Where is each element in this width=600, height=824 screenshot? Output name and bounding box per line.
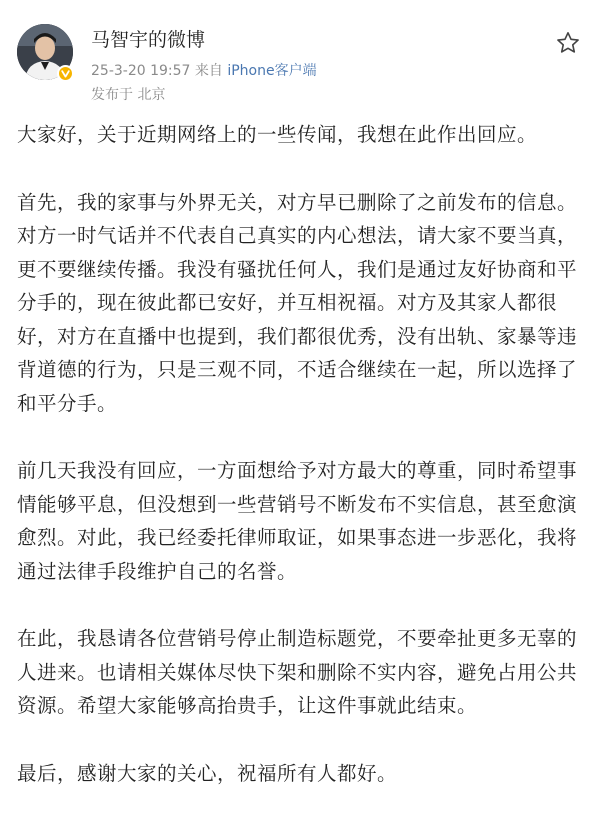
post-body (17, 118, 585, 824)
post-paragraph: 首先，我的家事与外界无关，对方早已删除了之前发布的信息。对方一时气话并不代表自己真实的内心想法，请大家不要当真，更不要继续传播。我没有骚扰任何人，我们是通过友好协商和平分手的，现在彼此都已安好，并互相祝福。对方及其家人都很好，对方在直播中也提到，我们都很优秀，没有出轨、家暴等违背道德的行为，只是三观不同，不适合继续在一起，所以选择了和平分手。 (17, 190, 578, 415)
post-timestamp: 25-3-20 19:57 (91, 63, 191, 79)
source-link[interactable]: iPhone客户端 (227, 63, 317, 79)
author-name[interactable]: 马智宇的微博 (91, 29, 206, 51)
star-outline-icon[interactable] (555, 30, 581, 56)
post-paragraph: 最后，感谢大家的关心，祝福所有人都好。 (17, 761, 398, 785)
post-paragraph: 大家好，关于近期网络上的一些传闻，我想在此作出回应。 (17, 123, 538, 146)
post-paragraph: 在此，我恳请各位营销号停止制造标题党，不要牵扯更多无辜的人进来。也请相关媒体尽快下架和删除不实内容，避免占用公共资源。希望大家能够高抬贵手，让这件事就此结束。 (17, 627, 578, 717)
source-prefix: 来自 (194, 63, 223, 79)
post-header (0, 0, 600, 118)
verified-badge-icon (57, 65, 74, 82)
post-paragraph: 前几天我没有回应，一方面想给予对方最大的尊重，同时希望事情能够平息，但没想到一些营销号不断发布不实信息，甚至愈演愈烈。对此，我已经委托律师取证，如果事态进一步恶化，我将通过法律手段维护自己的名誉。 (17, 459, 578, 583)
post-meta (91, 61, 317, 81)
post-location: 发布于 北京 (91, 87, 166, 103)
